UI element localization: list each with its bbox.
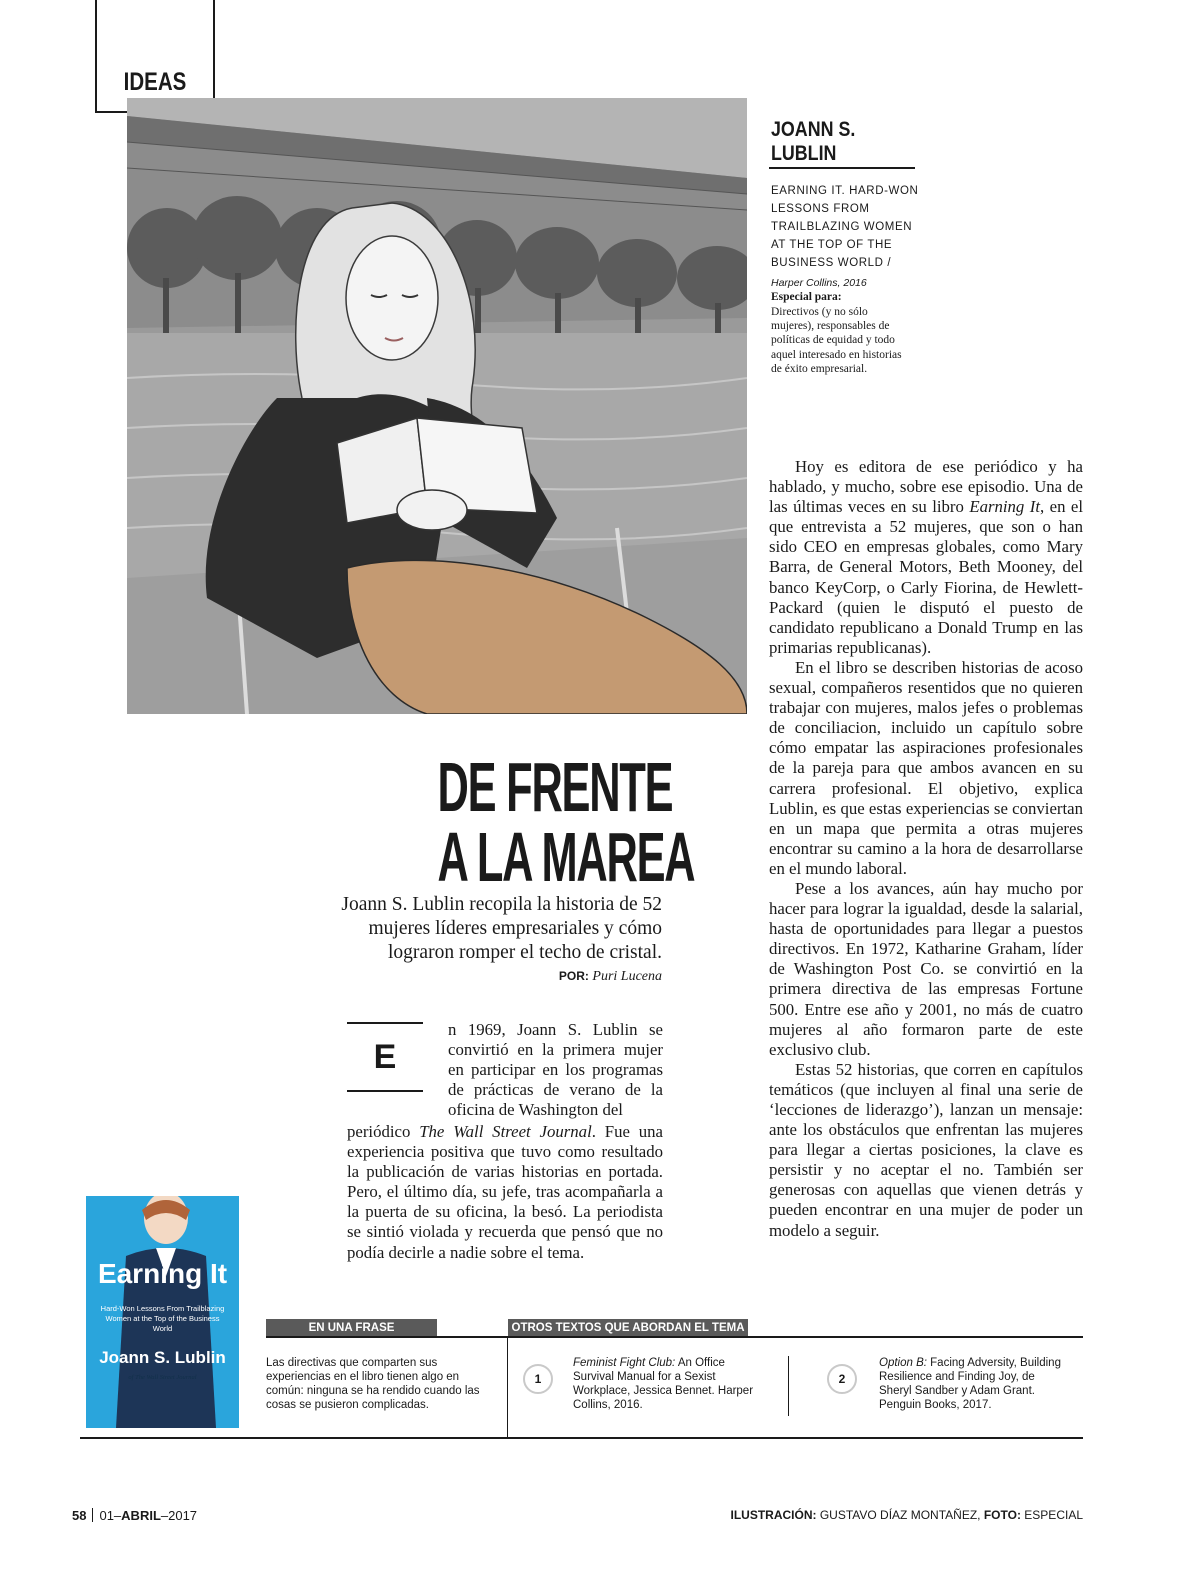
reference-item: Option B: Facing Adversity, Building Resilience and Finding Joy, de Sheryl Sandber y Adam Grant. Penguin Books, 2017. — [879, 1357, 1061, 1411]
sidebar-book-title: EARNING IT. HARD-WON LESSONS FROM TRAILBLAZING WOMEN AT THE TOP OF THE BUSINESS WORLD / — [771, 185, 919, 269]
page-number: 58 — [72, 1508, 87, 1523]
box-top-rule — [266, 1336, 1083, 1338]
byline-label: POR: — [558, 969, 589, 983]
body-paragraph: Hoy es editora de ese periódico y ha hablado, y mucho, sobre ese episodio. Una de las últimas veces en su libro Earning It, en el que entrevista a 52 mujeres, que son o han sido CEO en empresas globales, como Mary Barra, de General Motors, Beth Mooney, del banco KeyCorp, o Carly Fiorina, de Hewlett-Packard (quien le disputó el puesto de candidato republicano a Donald Trump en las primarias republicanas). — [769, 457, 1083, 657]
woman-reading-illustration — [127, 98, 747, 714]
reference-number: 2 — [827, 1364, 857, 1394]
body-paragraph: periódico The Wall Street Journal. Fue una experiencia positiva que tuvo como resultado la publicación de varias historias en portada. Pero, el último día, su jefe, tras acompañarla a la puerta de su oficina, la besó. La periodista se sintió violada y recuerda que pensó que no podía decirle a nadie sobre el tema. — [347, 1122, 663, 1262]
box-bottom-rule — [80, 1437, 1083, 1439]
box-divider — [507, 1337, 508, 1437]
sidebar-special-text: Directivos (y no sólo mujeres), responsables de políticas de equidad y todo aquel interesado en historias de éxito empresarial. — [771, 306, 902, 375]
dek: Joann S. Lublin recopila la historia de 52 mujeres líderes empresariales y cómo lograron romper el techo de cristal. — [341, 894, 662, 963]
tab-en-una-frase: EN UNA FRASE — [266, 1319, 437, 1337]
headline-line-1: DE FRENTE — [437, 748, 673, 826]
divider — [769, 167, 915, 169]
byline — [300, 969, 662, 985]
body-paragraph: n 1969, Joann S. Lublin se convirtió en la primera mujer en participar en los programas de prácticas de verano de la oficina de Washington del — [448, 1020, 663, 1120]
cover-tagline: of The Wall Street Journal — [128, 1374, 197, 1381]
reference-item: Feminist Fight Club: An Office Survival Manual for a Sexist Workplace, Jessica Bennet. Harper Collins, 2016. — [573, 1357, 754, 1411]
box-divider — [788, 1356, 789, 1416]
cover-subtitle: Hard-Won Lessons From Trailblazing Women at the Top of the Business World — [100, 1304, 225, 1333]
section-tab — [95, 0, 215, 113]
article-illustration — [127, 98, 747, 714]
dropcap-letter: E — [373, 1038, 397, 1076]
book-cover — [86, 1196, 239, 1428]
sidebar-author: JOANN S. LUBLIN — [771, 118, 856, 165]
credits: ILUSTRACIÓN: GUSTAVO DÍAZ MONTAÑEZ, FOTO: ESPECIAL — [730, 1508, 1083, 1522]
cover-title: Earning It — [97, 1258, 228, 1289]
body-intro-bottom — [347, 1122, 663, 1263]
headline — [300, 748, 695, 896]
tab-otros-textos: OTROS TEXTOS QUE ABORDAN EL TEMA — [508, 1319, 748, 1337]
body-paragraph: Estas 52 historias, que corren en capítulos temáticos (que incluyen al final una serie de ‘lecciones de liderazgo’), lanzan un mensaje: ante los obstáculos que enfrentan las mujeres para llegar a ciertas posiciones, la clave es persistir y no aceptar el no. También ser generosas con aquellas que vienen detrás y pueden encontrar en una mujer de poder un modelo a seguir. — [769, 1059, 1083, 1240]
body-column-right — [769, 457, 1083, 1241]
body-intro-top — [448, 1020, 663, 1120]
section-label: IDEAS — [123, 68, 187, 96]
cover-author: Joann S. Lublin — [99, 1348, 226, 1367]
byline-name: Puri Lucena — [592, 969, 662, 984]
headline-line-2: A LA MAREA — [437, 818, 695, 896]
reference-number: 1 — [523, 1364, 553, 1394]
frase-text: Las directivas que comparten sus experiencias en el libro tienen algo en común: ninguna se ha rendido cuando las cosas se pusieron complicadas. — [266, 1357, 480, 1411]
dropcap — [347, 1022, 423, 1092]
sidebar-special-label: Especial para: — [771, 291, 842, 303]
folio: 58 01–ABRIL–2017 — [72, 1508, 198, 1523]
sidebar-publisher: Harper Collins, 2016 — [771, 277, 867, 289]
body-paragraph: Pese a los avances, aún hay mucho por hacer para lograr la igualdad, desde la salarial, hasta de oportunidades para llegar a puestos directivos. En 1972, Katharine Graham, líder de Washington Post Co. se convirtió en la primera directiva de las empresas Fortune 500. Entre ese año y 2001, no más de cuatro mujeres al año formaron parte de este exclusivo club. — [769, 878, 1083, 1059]
body-paragraph: En el libro se describen historias de acoso sexual, compañeros resentidos que no quieren trabajar con mujeres, malos jefes o problemas de conciliacion, incluido un capítulo sobre cómo empatar las aspiraciones profesionales de la pareja para que ambos avancen en su carrera profesional. El objetivo, explica Lublin, es que estas experiencias se conviertan en un mapa que permita a otras mujeres encontrar su camino a la hora de desarrollarse en el mundo laboral. — [769, 657, 1083, 878]
